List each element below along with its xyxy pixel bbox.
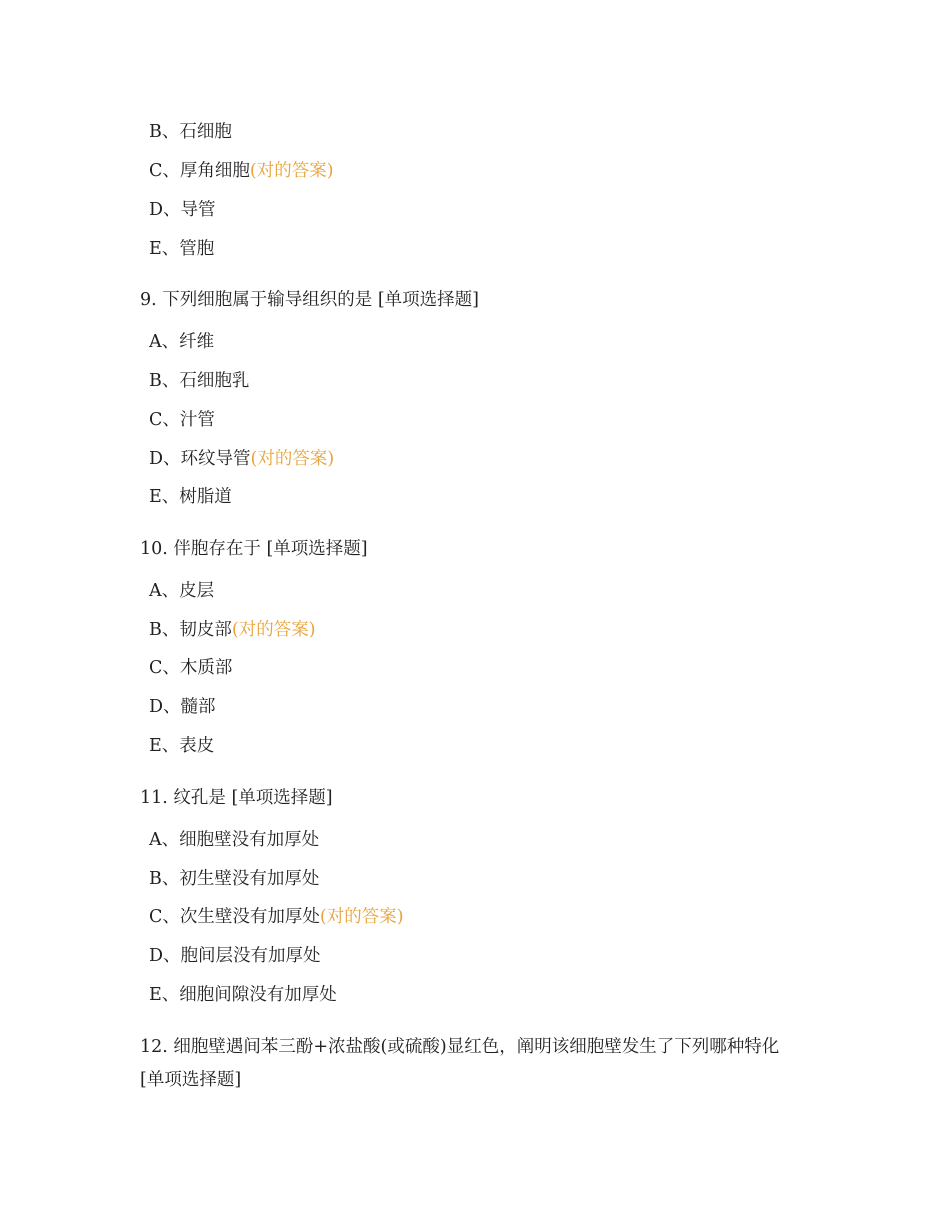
option-q8-b (149, 121, 232, 143)
option-text: D、髓部 (149, 697, 216, 717)
question-11: 11. 纹孔是 [单项选择题] (140, 788, 333, 808)
option-q10-b (149, 619, 316, 641)
correct-answer-marker: (对的答案) (231, 620, 316, 640)
option-text: B、初生壁没有加厚处 (149, 869, 320, 889)
option-q9-d (149, 448, 334, 470)
option-q9-a (149, 331, 214, 353)
question-10: 10. 伴胞存在于 [单项选择题] (140, 539, 368, 559)
option-q9-e (149, 486, 232, 508)
question-12-line-1: 12. 细胞壁遇间苯三酚+浓盐酸(或硫酸)显红色，阐明该细胞壁发生了下列哪种特化 (140, 1037, 780, 1057)
correct-answer-marker: (对的答案) (319, 907, 404, 927)
option-text: B、石细胞 (149, 122, 232, 142)
option-text: A、细胞壁没有加厚处 (149, 830, 320, 850)
option-text: E、树脂道 (149, 487, 232, 507)
question-9: 9. 下列细胞属于输导组织的是 [单项选择题] (140, 290, 479, 310)
option-q11-b (149, 868, 319, 890)
option-q8-d (149, 199, 216, 221)
correct-answer-marker: (对的答案) (249, 161, 334, 181)
option-q11-c (149, 906, 404, 928)
option-text: D、导管 (149, 200, 216, 220)
option-text: B、韧皮部 (149, 620, 232, 640)
option-q9-b (149, 370, 249, 392)
option-q8-c (149, 160, 334, 182)
option-q9-c (149, 409, 215, 431)
option-text: E、管胞 (149, 239, 215, 259)
option-text: D、胞间层没有加厚处 (149, 946, 321, 966)
option-text: E、表皮 (149, 736, 215, 756)
option-text: E、细胞间隙没有加厚处 (149, 985, 337, 1005)
option-q10-d (149, 696, 216, 718)
option-text: C、厚角细胞 (149, 161, 250, 181)
correct-answer-marker: (对的答案) (250, 449, 335, 469)
option-text: C、次生壁没有加厚处 (149, 907, 320, 927)
option-q10-c (149, 657, 232, 679)
option-q11-e (149, 984, 337, 1006)
option-text: C、汁管 (149, 410, 215, 430)
option-q11-a (149, 829, 319, 851)
option-text: C、木质部 (149, 658, 233, 678)
option-text: D、环纹导管 (149, 449, 251, 469)
option-q8-e (149, 238, 214, 260)
question-12-line-2: [单项选择题] (140, 1070, 242, 1090)
option-q11-d (149, 945, 321, 967)
option-text: A、皮层 (149, 581, 215, 601)
option-text: A、纤维 (149, 332, 215, 352)
option-q10-a (149, 580, 214, 602)
option-q10-e (149, 735, 214, 757)
option-text: B、石细胞乳 (149, 371, 250, 391)
